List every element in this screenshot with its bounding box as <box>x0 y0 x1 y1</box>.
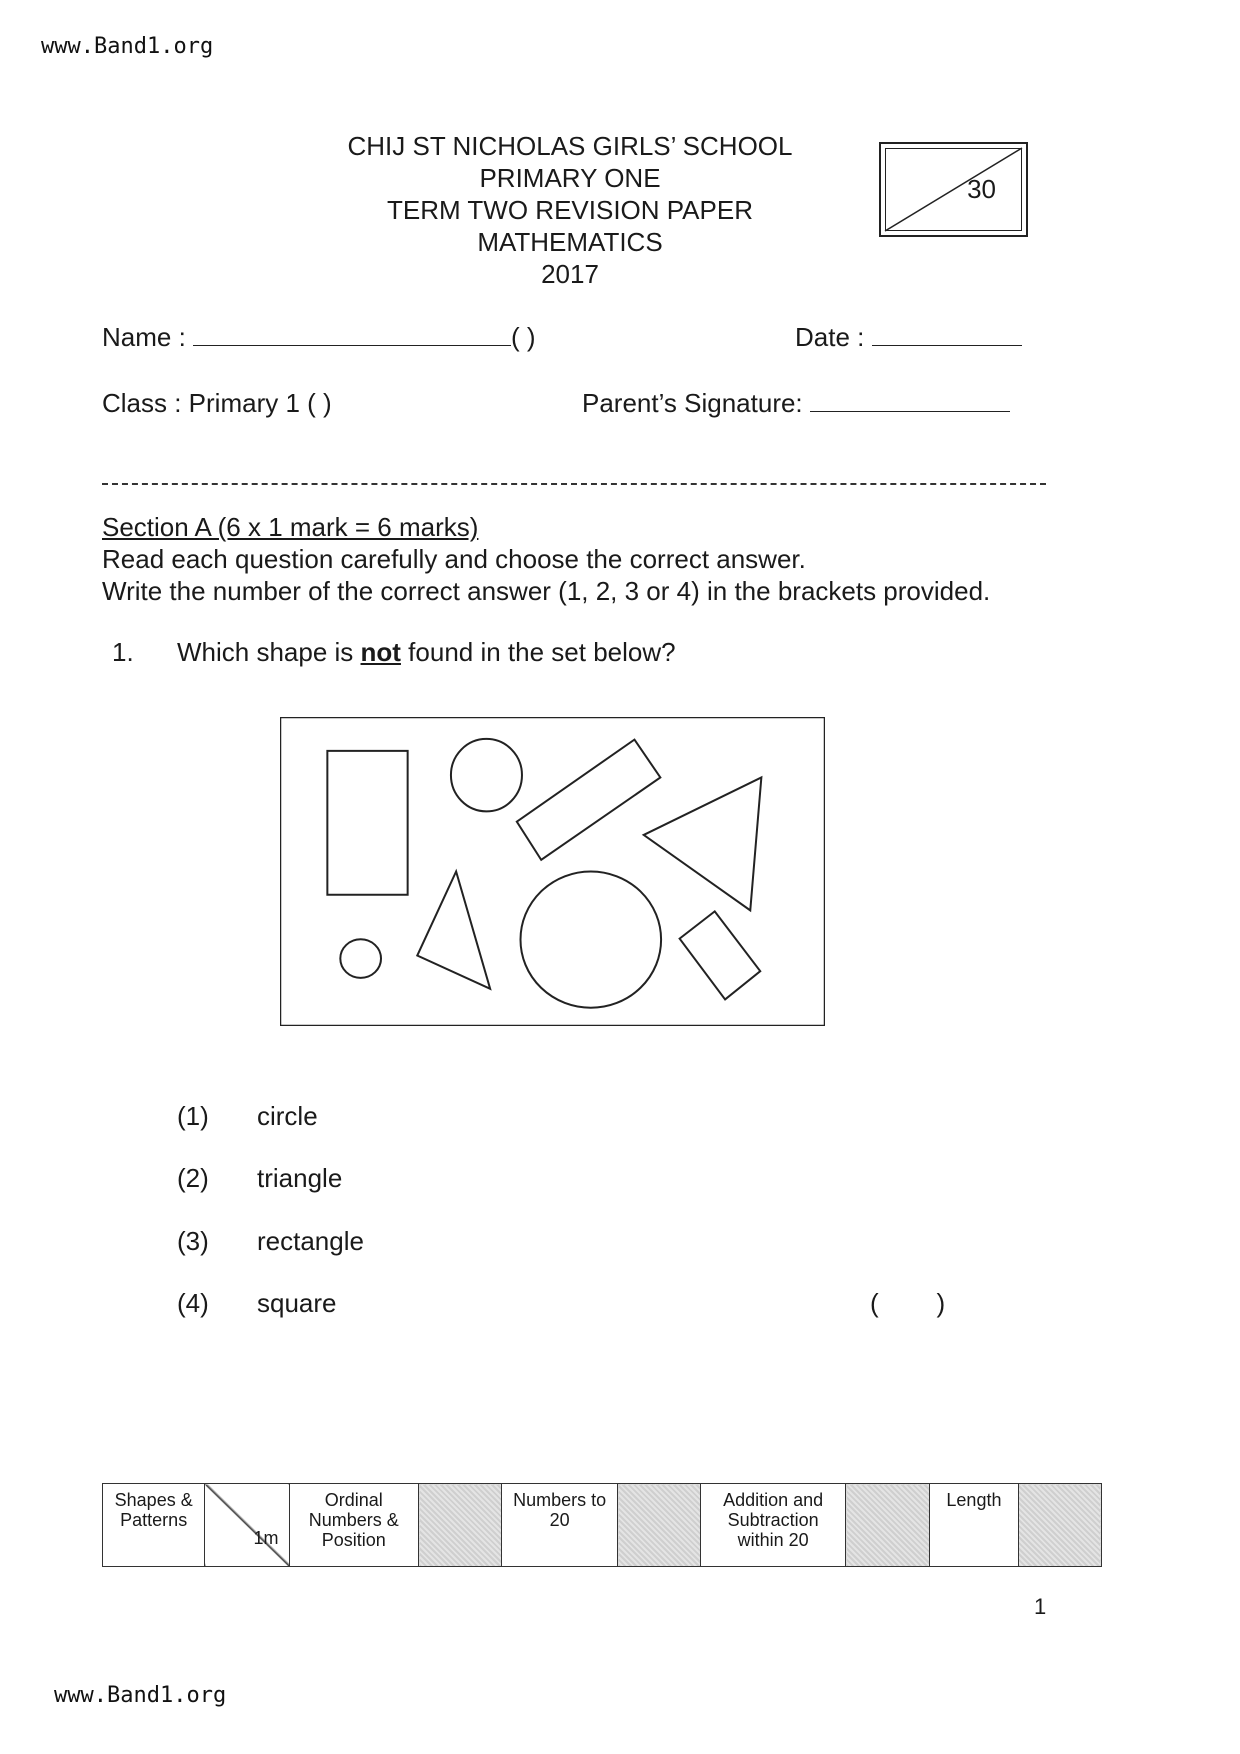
year: 2017 <box>541 259 599 289</box>
score-total: 30 <box>967 174 996 204</box>
date-field[interactable] <box>795 322 1022 353</box>
level: PRIMARY ONE <box>479 163 661 193</box>
triangle-shape-small <box>417 872 490 989</box>
question-number: 1. <box>112 637 134 667</box>
topic-numbers-to-20: Numbers to 20 <box>502 1484 618 1567</box>
page-number: 1 <box>1034 1594 1047 1619</box>
option-2: (2) triangle <box>177 1163 343 1193</box>
option-4: (4) square <box>177 1288 337 1318</box>
score-cell-shapes: 1m <box>205 1484 289 1567</box>
section-title: Section A (6 x 1 mark = 6 marks) <box>102 512 479 542</box>
circle-shape-large <box>520 872 661 1008</box>
topic-ordinal-numbers: Ordinal Numbers & Position <box>289 1484 419 1567</box>
score-cell-addition <box>846 1484 930 1567</box>
topic-shapes-patterns: Shapes & Patterns <box>103 1484 205 1567</box>
name-line[interactable] <box>193 345 511 346</box>
answer-brackets[interactable]: ( ) <box>870 1288 946 1318</box>
score-box <box>879 142 1028 237</box>
topic-addition-subtraction: Addition and Subtraction within 20 <box>701 1484 846 1567</box>
triangle-shape <box>644 777 762 910</box>
index-brackets: ( ) <box>511 322 536 352</box>
score-cell-numbers <box>618 1484 701 1567</box>
rectangle-shape <box>327 751 407 895</box>
topic-length: Length <box>930 1484 1019 1567</box>
figure-border <box>280 717 825 1026</box>
date-line[interactable] <box>872 345 1022 346</box>
question-text: Which shape is not found in the set below? <box>177 637 676 667</box>
name-label: Name : <box>102 322 186 352</box>
parent-signature-field[interactable] <box>582 388 1010 419</box>
divider <box>102 483 1046 485</box>
score-cell-length <box>1018 1484 1101 1567</box>
emphasis-not: not <box>360 637 401 667</box>
shapes-figure <box>280 717 825 1026</box>
circle-shape <box>451 739 522 811</box>
rectangle-shape-small <box>680 911 761 999</box>
circle-shape-small <box>340 939 381 978</box>
class-field: Class : Primary 1 ( ) <box>102 388 332 418</box>
watermark-top: www.Band1.org <box>41 34 214 59</box>
option-3: (3) rectangle <box>177 1226 364 1256</box>
school-name: CHIJ ST NICHOLAS GIRLS’ SCHOOL <box>347 131 793 161</box>
rectangle-shape-rotated <box>517 740 661 860</box>
parent-signature-label: Parent’s Signature: <box>582 388 803 418</box>
date-label: Date : <box>795 322 865 352</box>
option-1: (1) circle <box>177 1101 318 1131</box>
instruction-2: Write the number of the correct answer (1, 2, 3 or 4) in the brackets provided. <box>102 576 991 606</box>
watermark-bottom: www.Band1.org <box>54 1683 227 1708</box>
subject: MATHEMATICS <box>477 227 663 257</box>
paper-title: TERM TWO REVISION PAPER <box>387 195 753 225</box>
instruction-1: Read each question carefully and choose the correct answer. <box>102 544 806 574</box>
name-field[interactable] <box>102 322 536 353</box>
marks-table <box>102 1483 1102 1567</box>
score-cell-ordinal <box>419 1484 502 1567</box>
signature-line[interactable] <box>810 411 1010 412</box>
